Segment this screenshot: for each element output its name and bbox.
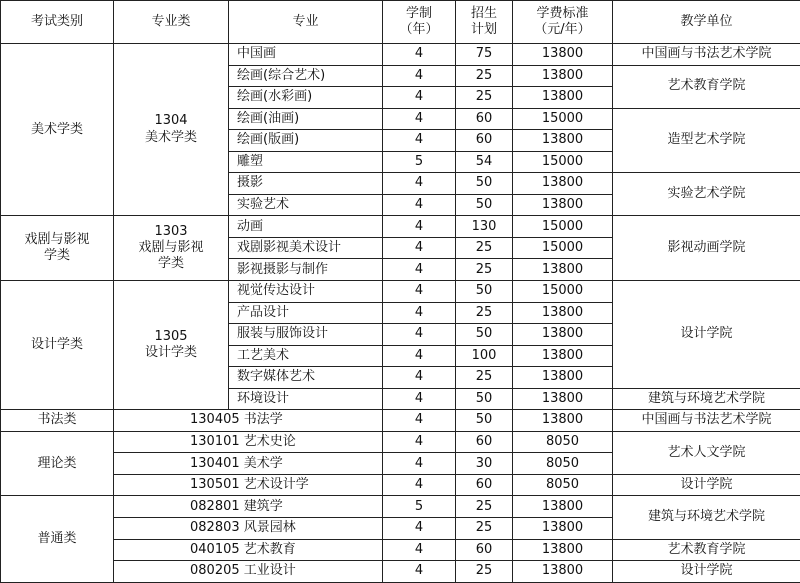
plan-cell: 25	[456, 496, 513, 518]
major-cell: 绘画(版画)	[229, 130, 383, 152]
duration-cell: 4	[383, 237, 456, 259]
tuition-cell: 13800	[513, 496, 613, 518]
plan-cell: 130	[456, 216, 513, 238]
major-cell: 动画	[229, 216, 383, 238]
tuition-cell: 13800	[513, 173, 613, 195]
major-cell: 082803 风景园林	[114, 518, 383, 540]
tuition-cell: 13800	[513, 539, 613, 561]
major-cell: 130501 艺术设计学	[114, 474, 383, 496]
plan-cell: 25	[456, 65, 513, 87]
major-cell: 环境设计	[229, 388, 383, 410]
duration-cell: 4	[383, 173, 456, 195]
plan-cell: 25	[456, 87, 513, 109]
major-cell: 雕塑	[229, 151, 383, 173]
major-cell: 实验艺术	[229, 194, 383, 216]
duration-cell: 4	[383, 108, 456, 130]
tuition-cell: 13800	[513, 259, 613, 281]
exam-category-cell: 理论类	[1, 431, 114, 496]
table-row	[1, 474, 800, 496]
teaching-unit-cell: 艺术教育学院	[613, 539, 800, 561]
duration-cell: 5	[383, 151, 456, 173]
duration-cell: 4	[383, 65, 456, 87]
major-cell: 040105 艺术教育	[114, 539, 383, 561]
duration-cell: 4	[383, 281, 456, 303]
duration-cell: 4	[383, 130, 456, 152]
duration-cell: 4	[383, 367, 456, 389]
header-duration: 学制 （年）	[383, 1, 456, 44]
major-cell: 摄影	[229, 173, 383, 195]
tuition-cell: 13800	[513, 388, 613, 410]
exam-category-cell: 普通类	[1, 496, 114, 583]
duration-cell: 4	[383, 539, 456, 561]
plan-cell: 50	[456, 388, 513, 410]
plan-cell: 75	[456, 44, 513, 66]
teaching-unit-cell: 艺术人文学院	[613, 431, 800, 474]
major-cell: 130401 美术学	[114, 453, 383, 475]
exam-category-cell: 戏剧与影视 学类	[1, 216, 114, 281]
duration-cell: 4	[383, 453, 456, 475]
major-class-cell: 1305 设计学类	[114, 281, 229, 410]
plan-cell: 60	[456, 431, 513, 453]
header-tuition: 学费标准 （元/年）	[513, 1, 613, 44]
header-major-class: 专业类	[114, 1, 229, 44]
plan-cell: 25	[456, 237, 513, 259]
tuition-cell: 13800	[513, 130, 613, 152]
tuition-cell: 8050	[513, 453, 613, 475]
header-major: 专业	[229, 1, 383, 44]
duration-cell: 4	[383, 87, 456, 109]
duration-cell: 4	[383, 345, 456, 367]
tuition-cell: 13800	[513, 518, 613, 540]
teaching-unit-cell: 设计学院	[613, 474, 800, 496]
tuition-cell: 13800	[513, 44, 613, 66]
duration-cell: 4	[383, 259, 456, 281]
duration-cell: 5	[383, 496, 456, 518]
major-cell: 130405 书法学	[114, 410, 383, 432]
table-row	[1, 431, 800, 453]
major-cell: 082801 建筑学	[114, 496, 383, 518]
duration-cell: 4	[383, 410, 456, 432]
tuition-cell: 13800	[513, 561, 613, 583]
plan-cell: 25	[456, 561, 513, 583]
duration-cell: 4	[383, 44, 456, 66]
plan-cell: 50	[456, 173, 513, 195]
major-cell: 080205 工业设计	[114, 561, 383, 583]
plan-cell: 54	[456, 151, 513, 173]
teaching-unit-cell: 造型艺术学院	[613, 108, 800, 173]
major-cell: 影视摄影与制作	[229, 259, 383, 281]
major-cell: 绘画(油画)	[229, 108, 383, 130]
plan-cell: 60	[456, 130, 513, 152]
header-teaching-unit: 教学单位	[613, 1, 800, 44]
major-cell: 视觉传达设计	[229, 281, 383, 303]
tuition-cell: 15000	[513, 281, 613, 303]
tuition-cell: 15000	[513, 151, 613, 173]
duration-cell: 4	[383, 216, 456, 238]
duration-cell: 4	[383, 194, 456, 216]
plan-cell: 25	[456, 518, 513, 540]
header-exam-category: 考试类别	[1, 1, 114, 44]
table-row	[1, 539, 800, 561]
tuition-cell: 15000	[513, 108, 613, 130]
duration-cell: 4	[383, 302, 456, 324]
tuition-cell: 8050	[513, 474, 613, 496]
plan-cell: 50	[456, 194, 513, 216]
teaching-unit-cell: 实验艺术学院	[613, 173, 800, 216]
tuition-cell: 13800	[513, 65, 613, 87]
table-row	[1, 216, 800, 238]
duration-cell: 4	[383, 518, 456, 540]
teaching-unit-cell: 建筑与环境艺术学院	[613, 496, 800, 539]
plan-cell: 25	[456, 367, 513, 389]
plan-cell: 60	[456, 474, 513, 496]
tuition-cell: 13800	[513, 87, 613, 109]
tuition-cell: 15000	[513, 216, 613, 238]
table-row	[1, 281, 800, 303]
table-row	[1, 44, 800, 66]
plan-cell: 50	[456, 410, 513, 432]
teaching-unit-cell: 影视动画学院	[613, 216, 800, 281]
tuition-cell: 13800	[513, 367, 613, 389]
plan-cell: 60	[456, 539, 513, 561]
plan-cell: 50	[456, 281, 513, 303]
exam-category-cell: 设计学类	[1, 281, 114, 410]
major-cell: 中国画	[229, 44, 383, 66]
major-cell: 绘画(水彩画)	[229, 87, 383, 109]
teaching-unit-cell: 中国画与书法艺术学院	[613, 410, 800, 432]
teaching-unit-cell: 中国画与书法艺术学院	[613, 44, 800, 66]
major-cell: 产品设计	[229, 302, 383, 324]
major-class-cell: 1304 美术学类	[114, 44, 229, 216]
major-cell: 130101 艺术史论	[114, 431, 383, 453]
duration-cell: 4	[383, 474, 456, 496]
tuition-cell: 13800	[513, 194, 613, 216]
plan-cell: 25	[456, 302, 513, 324]
major-cell: 数字媒体艺术	[229, 367, 383, 389]
exam-category-cell: 书法类	[1, 410, 114, 432]
duration-cell: 4	[383, 561, 456, 583]
major-cell: 戏剧影视美术设计	[229, 237, 383, 259]
exam-category-cell: 美术学类	[1, 44, 114, 216]
duration-cell: 4	[383, 431, 456, 453]
tuition-cell: 13800	[513, 345, 613, 367]
plan-cell: 50	[456, 324, 513, 346]
major-cell: 工艺美术	[229, 345, 383, 367]
header-enrollment-plan: 招生 计划	[456, 1, 513, 44]
table-row	[1, 496, 800, 518]
table-row	[1, 561, 800, 583]
teaching-unit-cell: 建筑与环境艺术学院	[613, 388, 800, 410]
plan-cell: 30	[456, 453, 513, 475]
tuition-cell: 13800	[513, 410, 613, 432]
major-cell: 绘画(综合艺术)	[229, 65, 383, 87]
table-row	[1, 410, 800, 432]
tuition-cell: 13800	[513, 302, 613, 324]
teaching-unit-cell: 艺术教育学院	[613, 65, 800, 108]
teaching-unit-cell: 设计学院	[613, 561, 800, 583]
plan-cell: 100	[456, 345, 513, 367]
plan-cell: 25	[456, 259, 513, 281]
plan-cell: 60	[456, 108, 513, 130]
tuition-cell: 8050	[513, 431, 613, 453]
major-class-cell: 1303 戏剧与影视 学类	[114, 216, 229, 281]
tuition-cell: 15000	[513, 237, 613, 259]
tuition-cell: 13800	[513, 324, 613, 346]
header-row	[1, 1, 800, 44]
duration-cell: 4	[383, 324, 456, 346]
major-cell: 服装与服饰设计	[229, 324, 383, 346]
teaching-unit-cell: 设计学院	[613, 281, 800, 389]
duration-cell: 4	[383, 388, 456, 410]
